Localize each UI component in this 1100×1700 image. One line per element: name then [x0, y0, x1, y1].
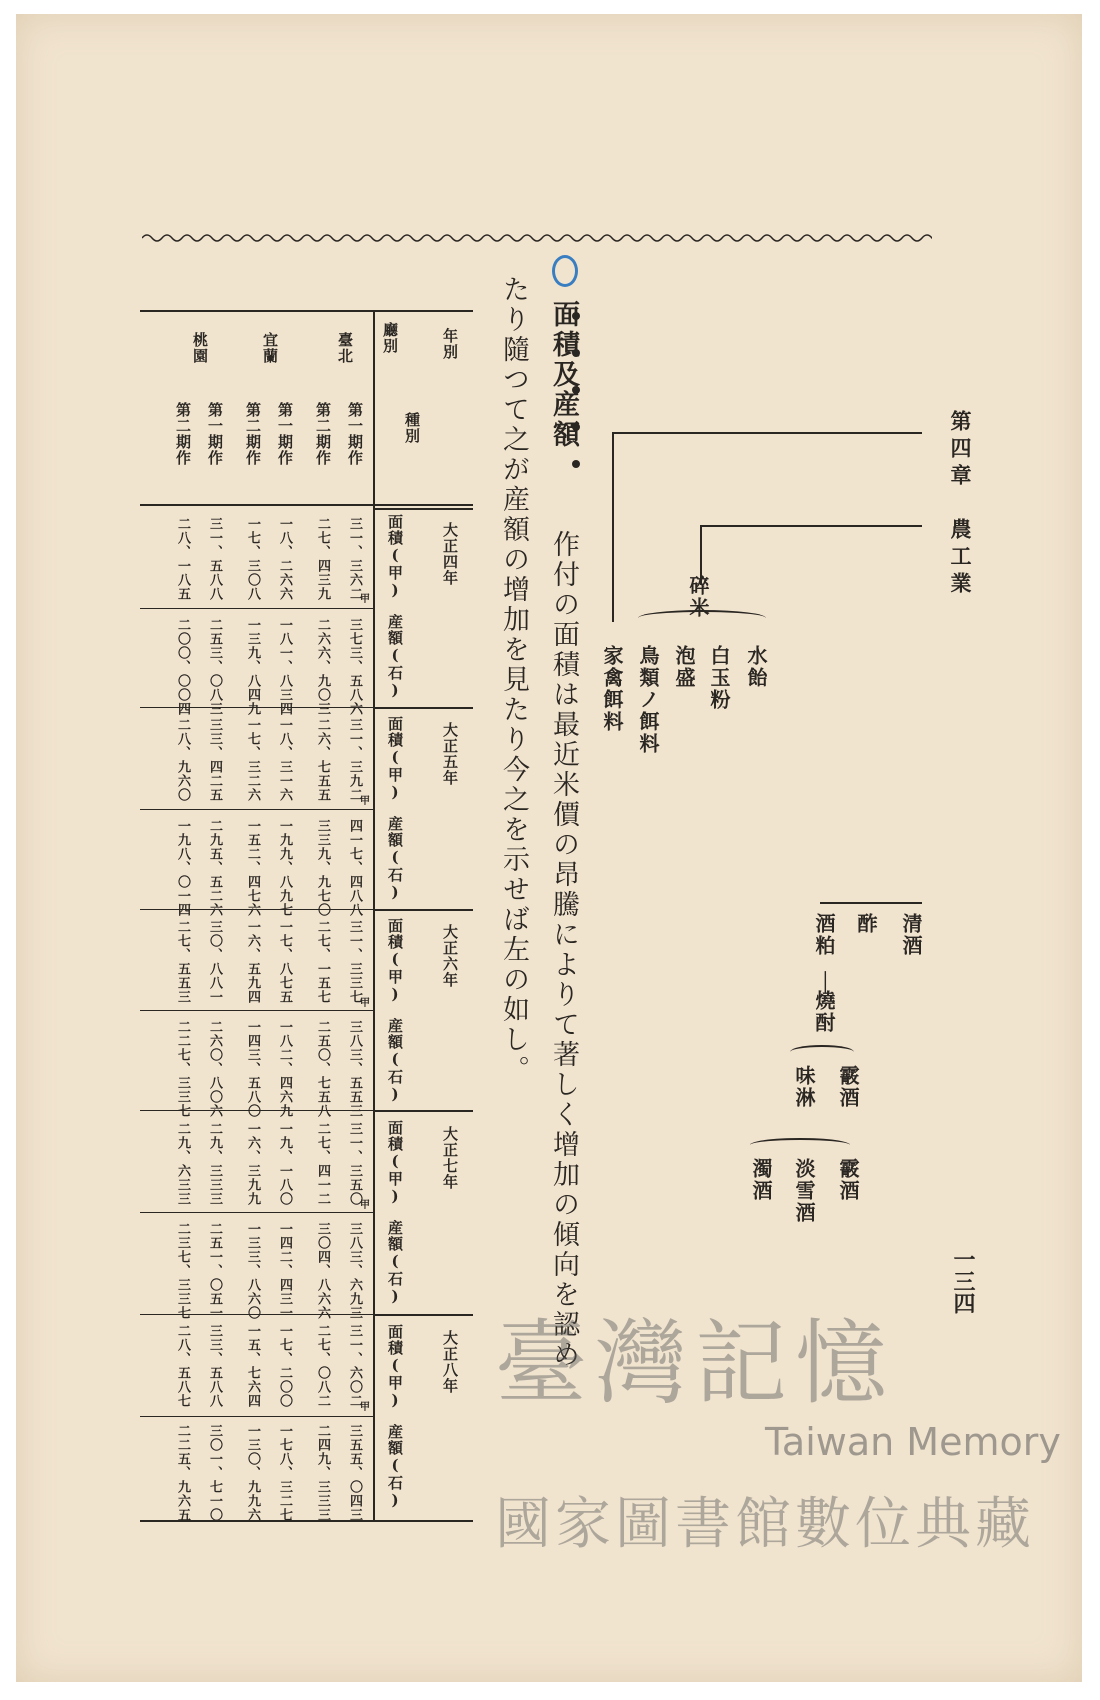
table-value: 一五二、四七六 — [245, 819, 260, 917]
brace — [790, 1045, 854, 1059]
wavy-rule — [142, 228, 932, 248]
table-value: 二四九、三三三 — [315, 1424, 330, 1522]
table-value: 二六〇、八〇六 — [207, 1020, 222, 1118]
table-value: 一三三、八六〇 — [245, 1222, 260, 1320]
table-value: 一七、三二六 — [245, 718, 260, 802]
table-value: 二七、一五七 — [315, 920, 330, 1004]
area-label: 面積(甲) — [386, 918, 404, 1004]
year-label: 大正八年 — [441, 1330, 459, 1394]
table-value: 一八、三一六 — [277, 718, 292, 802]
table-value: 二三七、三三七 — [175, 1222, 190, 1320]
table-value: 三一、三五〇 — [347, 1122, 362, 1206]
table-value: 二九、三三三 — [207, 1122, 222, 1206]
table-value: 三一、五八八 — [207, 517, 222, 601]
table-value: 二六、七五五 — [315, 718, 330, 802]
page-number: 一三四 — [950, 1248, 976, 1314]
yield-label: 産額(石) — [386, 816, 404, 902]
period-label: 第一期作 — [346, 402, 364, 466]
area-label: 面積(甲) — [386, 1120, 404, 1206]
table-value: 一七、二〇〇 — [277, 1324, 292, 1408]
table-value: 三一、三六二 — [347, 517, 362, 601]
pref-taihoku: 臺北 — [336, 332, 354, 364]
blue-circle-mark — [552, 255, 578, 287]
pref-toen: 桃園 — [191, 332, 209, 364]
yield-label: 産額(石) — [386, 1424, 404, 1510]
yield-label: 産額(石) — [386, 1018, 404, 1104]
unit-kou: 甲 — [360, 1200, 371, 1211]
diagram-line — [612, 432, 922, 434]
unit-kou: 甲 — [360, 796, 371, 807]
dash: │ — [820, 972, 831, 993]
unit-kou: 甲 — [360, 1402, 371, 1413]
year-label: 大正四年 — [441, 522, 459, 586]
period-label: 第二期作 — [174, 402, 192, 466]
table-value: 三八三、五五三 — [347, 1020, 362, 1118]
table-value: 一三九、八四九 — [245, 618, 260, 716]
table-value: 三〇四、八六六 — [315, 1222, 330, 1320]
kasumi-sake-1: 霰酒 — [836, 1065, 860, 1109]
area-label: 面積(甲) — [386, 514, 404, 600]
kasu-label: 酒粕 — [812, 913, 836, 957]
table-value: 三七三、五八六 — [347, 618, 362, 716]
table-value: 二五一、〇五一 — [207, 1222, 222, 1320]
vinegar-label: 酢 — [854, 913, 878, 935]
table-value: 三八三、六九三 — [347, 1222, 362, 1320]
table-value: 二八、九六〇 — [175, 718, 190, 802]
area-label: 面積(甲) — [386, 716, 404, 802]
table-value: 一八、二六六 — [277, 517, 292, 601]
section-heading: 面積及産額 — [548, 300, 579, 450]
table-value: 四一七、四八八 — [347, 819, 362, 917]
table-value: 一六、三九九 — [245, 1122, 260, 1206]
kasumi-sake-2: 霰酒 — [836, 1158, 860, 1202]
watermark-subtitle: Taiwan Memory — [765, 1420, 1061, 1464]
table-value: 三一、三九二 — [347, 718, 362, 802]
diagram-line — [700, 525, 922, 527]
table-value: 二五〇、七五八 — [315, 1020, 330, 1118]
table-value: 二七、四一二 — [315, 1122, 330, 1206]
table-value: 一三〇、九九六 — [245, 1424, 260, 1522]
year-header: 年別 — [441, 328, 459, 360]
table-value: 三一、六〇二 — [347, 1324, 362, 1408]
table-value: 一九九、八九七 — [277, 819, 292, 917]
table-value: 一七、三〇八 — [245, 517, 260, 601]
table-value: 三一、三三七 — [347, 920, 362, 1004]
table-value: 三〇一、七一〇 — [207, 1424, 222, 1522]
table-value: 一七八、三二七 — [277, 1424, 292, 1522]
yield-label: 産額(石) — [386, 614, 404, 700]
year-label: 大正六年 — [441, 924, 459, 988]
sake-label: 清酒 — [899, 913, 923, 957]
table-value: 二六六、九〇三 — [315, 618, 330, 716]
table-value: 一九八、〇一四 — [175, 819, 190, 917]
diagram-line — [820, 902, 922, 904]
table-value: 三三九、九七〇 — [315, 819, 330, 917]
table-value: 三五五、〇四三 — [347, 1424, 362, 1522]
product-poultry-feed: 家禽餌料 — [600, 645, 624, 733]
table-value: 三三、四二五 — [207, 718, 222, 802]
body-text-line-2: たり隨つて之が産額の增加を見たり今之を示せば左の如し。 — [498, 275, 529, 1085]
table-value: 一七、八七五 — [277, 920, 292, 1004]
product-shiratama: 白玉粉 — [707, 645, 731, 711]
yield-label: 産額(石) — [386, 1220, 404, 1306]
body-text-line-1: 作付の面積は最近米價の昂騰によりて著しく增加の傾向を認め — [548, 530, 579, 1370]
table-value: 二七、〇八二 — [315, 1324, 330, 1408]
chapter-title: 第四章 農工業 — [948, 410, 973, 599]
table-value: 二七、四三九 — [315, 517, 330, 601]
table-value: 三〇、八八一 — [207, 920, 222, 1004]
year-label: 大正七年 — [441, 1126, 459, 1190]
product-awamori: 泡盛 — [672, 645, 696, 689]
product-mizuame: 水飴 — [744, 645, 768, 689]
table-value: 二七、五五三 — [175, 920, 190, 1004]
table-value: 一五、七六四 — [245, 1324, 260, 1408]
table-value: 三三、五八八 — [207, 1324, 222, 1408]
watermark-org: 國家圖書館數位典藏 — [495, 1492, 1035, 1557]
table-value: 一四二、四三一 — [277, 1222, 292, 1320]
rice-area-yield-table — [140, 310, 473, 1522]
period-label: 第二期作 — [244, 402, 262, 466]
broken-rice-label: 碎米 — [686, 575, 710, 619]
diagram-line — [612, 432, 614, 622]
table-value: 二五三、〇八三 — [207, 618, 222, 716]
kind-header: 種別 — [403, 412, 421, 444]
unit-kou: 甲 — [360, 594, 371, 605]
product-bird-feed: 鳥類ノ餌料 — [636, 645, 660, 755]
brace — [750, 1138, 850, 1152]
table-value: 二九、六三三 — [175, 1122, 190, 1206]
period-label: 第二期作 — [314, 402, 332, 466]
unit-kou: 甲 — [360, 998, 371, 1009]
watermark-title: 臺灣記憶 — [495, 1310, 896, 1417]
table-value: 一九、一八〇 — [277, 1122, 292, 1206]
tansetsu-sake: 淡雪酒 — [792, 1158, 816, 1224]
table-value: 二八、五八七 — [175, 1324, 190, 1408]
table-value: 一八一、八三四 — [277, 618, 292, 716]
period-label: 第一期作 — [206, 402, 224, 466]
table-value: 二〇〇、〇〇四 — [175, 618, 190, 716]
mirin-label: 味淋 — [792, 1065, 816, 1109]
table-value: 一八二、四六九 — [277, 1020, 292, 1118]
area-label: 面積(甲) — [386, 1324, 404, 1410]
office-header: 廳別 — [381, 322, 399, 354]
brace — [638, 610, 766, 626]
table-value: 二九五、五二六 — [207, 819, 222, 917]
table-value: 二八、一八五 — [175, 517, 190, 601]
table-value: 二二五、九六五 — [175, 1424, 190, 1522]
nigori-sake: 濁酒 — [749, 1158, 773, 1202]
table-value: 一四三、五八〇 — [245, 1020, 260, 1118]
year-label: 大正五年 — [441, 722, 459, 786]
shochu-label: 燒酎 — [812, 990, 836, 1034]
pref-giran: 宜蘭 — [261, 332, 279, 364]
table-value: 一六、五九四 — [245, 920, 260, 1004]
period-label: 第一期作 — [276, 402, 294, 466]
table-value: 二二七、三三七 — [175, 1020, 190, 1118]
